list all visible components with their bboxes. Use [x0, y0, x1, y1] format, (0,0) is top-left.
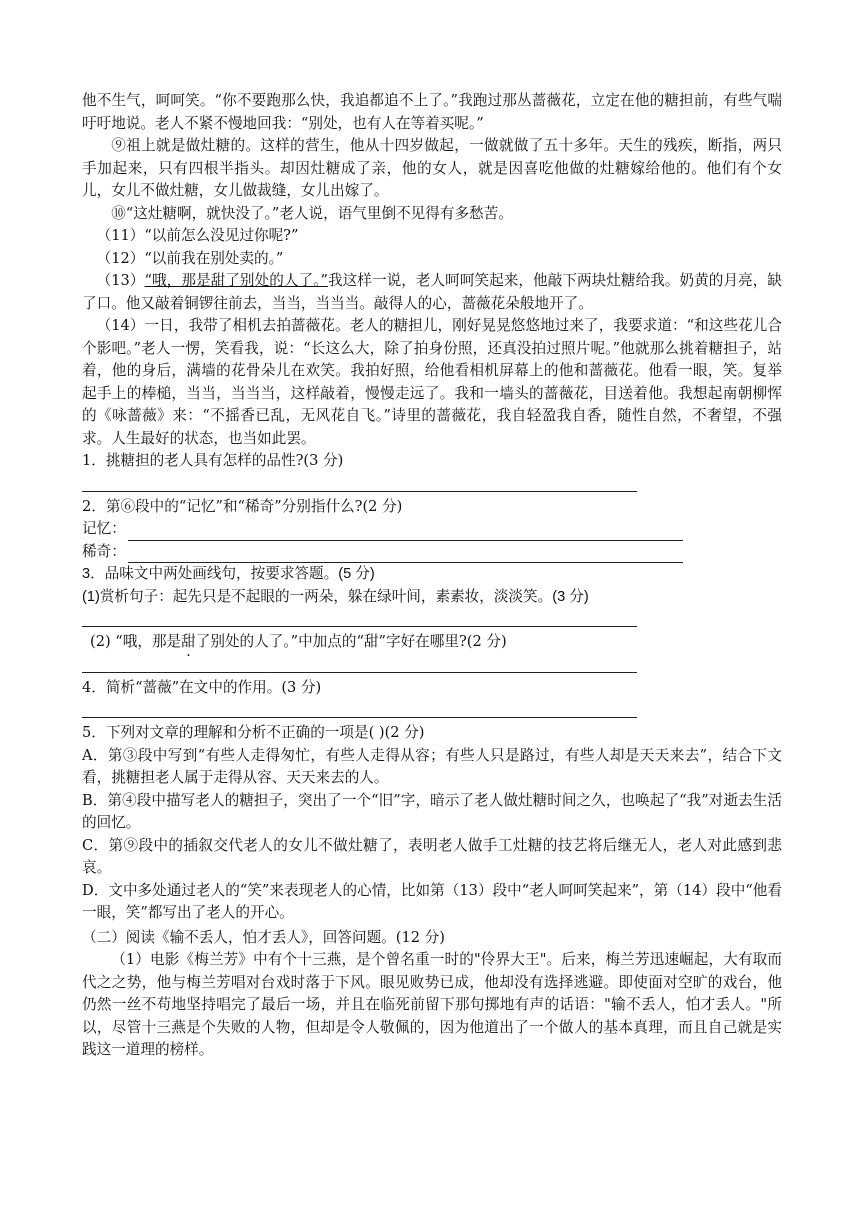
q5-option-b[interactable]: B．第④段中描写老人的糖担子，突出了一个“旧”字，暗示了老人做灶糖时间之久，也唤起了“我”对逝去生活的回忆。 [82, 791, 782, 831]
p13-rest: 我这样一说，老人呵呵笑起来，他敲下两块灶糖给我。奶黄的月亮，缺了口。他又敲着铜锣往前去，当当，当当当。敲得人的心，蔷薇花朵般地开了。 [82, 272, 782, 312]
passage-paragraph-10: ⑩“这灶糖啊，就快没了。”老人说，语气里倒不见得有多愁苦。 [111, 204, 513, 222]
question-3-2 [82, 631, 782, 654]
question-3-1: (1)赏析句子：起先只是不起眼的一两朵，躲在绿叶间，素素妆，淡淡笑。(3 分) [82, 588, 589, 605]
q2-rare-row [82, 541, 782, 564]
q2-rare-answer-line[interactable] [128, 546, 683, 563]
q2-memory-label: 记忆： [82, 520, 126, 537]
question-3: 3．品味文中两处画线句，按要求答题。(5 分) [82, 566, 375, 582]
q3-2-suffix: 了别处的人了。”中加点的“甜”字好在哪里?(2 分) [195, 633, 507, 650]
answer-line-q1[interactable] [82, 473, 637, 492]
q5-option-d[interactable]: D．文中多处通过老人的“笑”来表现老人的心情，比如第（13）段中“老人呵呵笑起来”，第（14）段中“他看一眼，笑”都写出了老人的开心。 [82, 881, 782, 921]
q2-memory-answer-line[interactable] [128, 524, 683, 541]
q3-2-prefix: (2) “哦，那是 [90, 633, 182, 650]
passage-paragraph-continued: 他不生气，呵呵笑。“你不要跑那么快，我追都追不上了。”我跑过那丛蔷薇花，立定在他的糖担前，有些气喘吁吁地说。老人不紧不慢地回我：“别处，也有人在等着买呢。” [82, 92, 782, 132]
answer-line-q4[interactable] [82, 699, 637, 718]
exam-page [82, 90, 782, 1062]
passage-paragraph-13 [82, 270, 782, 315]
question-1: 1．挑糖担的老人具有怎样的品性?(3 分) [82, 452, 344, 469]
answer-line-q3-1[interactable] [82, 608, 637, 627]
p13-number: （13） [96, 272, 145, 289]
passage-paragraph-9: ⑨祖上就是做灶糖的。这样的营生，他从十四岁做起，一做就做了五十多年。天生的残疾，断指，两只手加起来，只有四根半指头。却因灶糖成了亲，他的女人，就是因喜吃他做的灶糖嫁给他的。他们有个女儿，女儿不做灶糖，女儿做裁缝，女儿出嫁了。 [82, 137, 782, 199]
question-4: 4．简析“蔷薇”在文中的作用。(3 分) [82, 678, 322, 696]
q2-memory-row [82, 518, 782, 541]
passage-paragraph-11: （11）“以前怎么没见过你呢?” [96, 227, 299, 244]
q2-rare-label: 稀奇： [82, 542, 126, 560]
q3-2-dotted-char: 甜 [181, 633, 196, 650]
section-2-paragraph-1: （1）电影《梅兰芳》中有个十三燕，是个曾名重一时的"伶界大王"。后来，梅兰芳迅速崛起，大有取而代之之势，他与梅兰芳唱对台戏时落于下风。眼见败势已成，他却没有选择逃避。即使面对空旷的戏台，他仍然一丝不苟地坚持唱完了最后一场，并且在临死前留下那句掷地有声的话语："输不丢人，怕才丢人。"所以，尽管十三燕是个失败的人物，但却是令人敬佩的，因为他道出了一个做人的基本真理，而且自己就是实践这一道理的榜样。 [82, 951, 782, 1058]
passage-paragraph-14: （14）一日，我带了相机去拍蔷薇花。老人的糖担儿，刚好晃晃悠悠地过来了，我要求道：“和这些花儿合个影吧。”老人一愣，笑看我，说：“长这么大，除了拍身份照，还真没拍过照片呢。”他就那么挑着糖担子，站着，他的身后，满墙的花骨朵儿在欢笑。我拍好照，给他看相机屏幕上的他和蔷薇花。他看一眼，笑。复举起手上的棒槌，当当，当当当，这样敲着，慢慢走远了。我和一墙头的蔷薇花，目送着他。我想起南朝柳恽的《咏蔷薇》来：“不摇香已乱，无风花自飞。”诗里的蔷薇花，我自轻盈我自香，随性自然，不奢望，不强求。人生最好的状态，也当如此罢。 [82, 317, 782, 447]
q5-option-a[interactable]: A．第③段中写到“有些人走得匆忙，有些人走得从容；有些人只是路过，有些人却是天天来去”，结合下文看，挑糖担老人属于走得从容、天天来去的人。 [82, 746, 782, 786]
question-2: 2．第⑥段中的“记忆”和“稀奇”分别指什么?(2 分) [82, 497, 403, 515]
section-2-heading: （二）阅读《输不丢人，怕才丢人》，回答问题。(12 分) [82, 928, 445, 946]
answer-line-q3-2[interactable] [82, 654, 637, 673]
p13-underlined-sentence: “哦，那是甜了别处的人了。” [144, 272, 328, 289]
question-5: 5．下列对文章的理解和分析不正确的一项是( )(2 分) [82, 724, 425, 741]
q5-option-c[interactable]: C．第⑨段中的插叙交代老人的女儿不做灶糖了，表明老人做手工灶糖的技艺将后继无人，老人对此感到悲哀。 [82, 836, 782, 876]
passage-paragraph-12: （12）“以前我在别处卖的。” [96, 249, 284, 267]
